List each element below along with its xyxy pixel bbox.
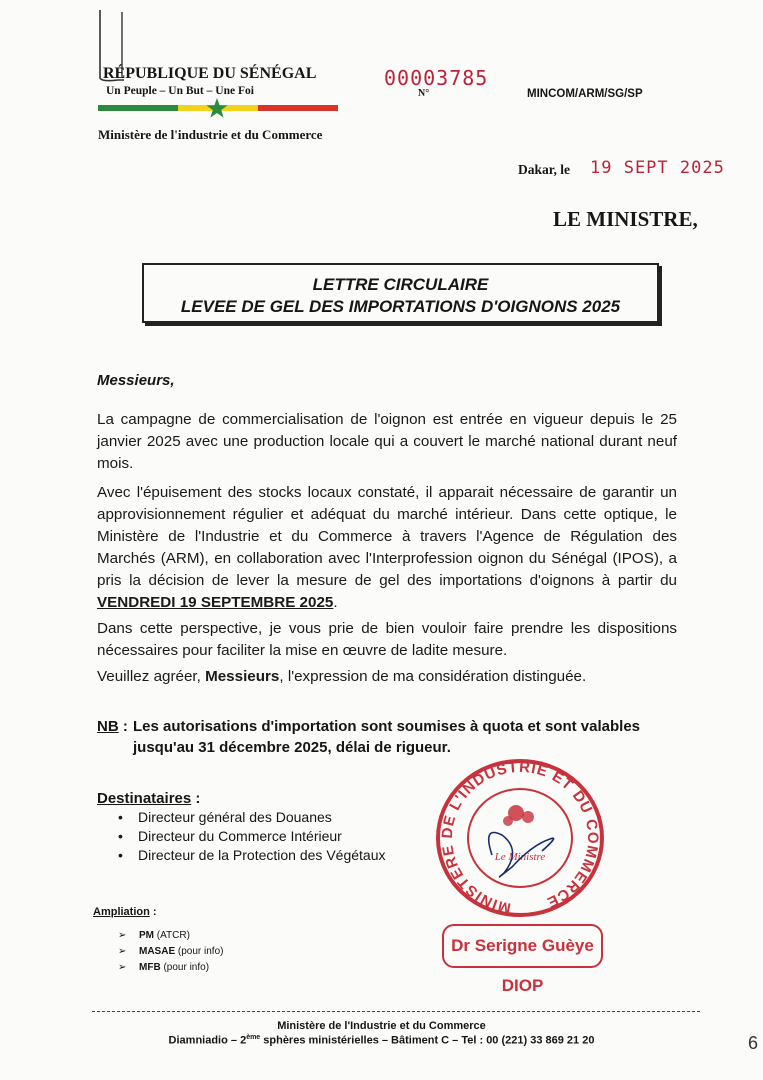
nb-text-wrap: [133, 716, 703, 758]
closing-line: [97, 666, 677, 688]
ministry-name: Ministère de l'industrie et du Commerce: [98, 127, 323, 142]
footer-divider: [92, 1011, 700, 1012]
page-mark: 6: [748, 1033, 759, 1053]
recipients-suffix: :: [191, 790, 201, 807]
sender-title: LE MINISTRE,: [553, 207, 698, 231]
circular-title: LETTRE CIRCULAIRE: [312, 275, 489, 294]
nb-label: NB: [97, 718, 119, 735]
list-item: • Directeur de la Protection des Végétaux: [118, 846, 385, 865]
stamp-center-text: Le Ministre: [494, 851, 546, 863]
paragraph-2: [97, 482, 677, 614]
ampliation-code: MASAE: [139, 946, 176, 957]
recipients-heading: Destinataires: [97, 790, 192, 807]
salutation: Messieurs,: [97, 372, 175, 389]
ampliation-code: PM: [139, 930, 154, 941]
list-item: • Directeur du Commerce Intérieur: [118, 827, 385, 846]
footer-address-start: Diamniadio – 2: [168, 1034, 247, 1047]
reference-code: MINCOM/ARM/SG/SP: [527, 88, 643, 100]
circular-subject: LEVEE DE GEL DES IMPORTATIONS D'OIGNONS 2025: [180, 297, 621, 316]
list-item: [118, 944, 223, 960]
nb-label-wrap: [97, 716, 128, 737]
ampliation-note: (pour info): [160, 962, 210, 973]
paragraph-2-text: Avec l'épuisement des stocks locaux constaté, il apparait nécessaire de garantir un approvisionnement régulier et adéquat du marché intérieur. Dans cette optique, le Ministère de l'Industrie et du Commerce à travers l'Agence de Régulation des Marchés (ARM), en collaboration avec l'Interprofession oignon du Sénégal (IPOS), a pris la décision de lever la mesure de gel des importations d'oignons à partir du: [97, 484, 677, 589]
closing-start: Veuillez agréer,: [97, 668, 206, 685]
letter-date: 19 SEPT 2025: [590, 158, 725, 178]
effective-date: VENDREDI 19 SEPTEMBRE 2025: [97, 594, 334, 611]
ampliation-list: [118, 928, 223, 976]
footer-address: [0, 1034, 763, 1047]
letter-number: 00003785: [384, 66, 489, 90]
star-icon: [206, 98, 228, 118]
ampliation-heading-wrap: [93, 906, 157, 918]
footer-address-sup: ème: [246, 1034, 261, 1041]
official-stamp: [432, 755, 608, 917]
list-item: [118, 960, 223, 976]
date-place: Dakar, le: [518, 162, 571, 177]
footer-address-end: sphères ministérielles – Bâtiment C – Tel : 00 (221) 33 869 21 20: [260, 1034, 595, 1047]
country-name: RÉPUBLIQUE DU SÉNÉGAL: [103, 65, 317, 82]
signatory-name: Dr Serigne Guèye DIOP: [451, 936, 594, 995]
stamp-ring-text: MINISTERE DE L'INDUSTRIE ET DU COMMERCE: [438, 758, 602, 917]
circular-title-box: [142, 263, 659, 323]
recipients-heading-wrap: [97, 790, 200, 807]
paragraph-2-end: .: [333, 594, 338, 611]
ampliation-note: (ATCR): [154, 930, 190, 941]
ampliation-suffix: :: [149, 906, 157, 918]
paragraph-3: Dans cette perspective, je vous prie de bien vouloir faire prendre les dispositions nécessaires pour faciliter la mise en œuvre de ladite mesure.: [97, 620, 677, 659]
signatory-box: [442, 924, 603, 995]
closing-end: , l'expression de ma considération distinguée.: [279, 668, 587, 685]
national-motto: Un Peuple – Un But – Une Foi: [106, 85, 254, 97]
footer-ministry: Ministère de l'Industrie et du Commerce: [277, 1020, 486, 1032]
recipients-list: [118, 808, 385, 865]
list-item: [118, 928, 223, 944]
paragraph-1: La campagne de commercialisation de l'oignon est entrée en vigueur depuis le 25 janvier 2025 avec une production locale qui a couvert le marché national durant neuf mois.: [97, 411, 677, 472]
ampliation-heading: Ampliation: [93, 906, 150, 918]
closing-addressee: Messieurs: [205, 668, 280, 685]
number-label: N°: [418, 88, 430, 99]
ampliation-code: MFB: [139, 962, 161, 973]
list-item: • Directeur général des Douanes: [118, 808, 385, 827]
nb-separator: :: [118, 718, 128, 735]
ampliation-note: (pour info): [175, 946, 224, 957]
nb-text: Les autorisations d'importation sont soumises à quota et sont valables jusqu'au 31 décembre 2025, délai de rigueur.: [133, 718, 640, 756]
